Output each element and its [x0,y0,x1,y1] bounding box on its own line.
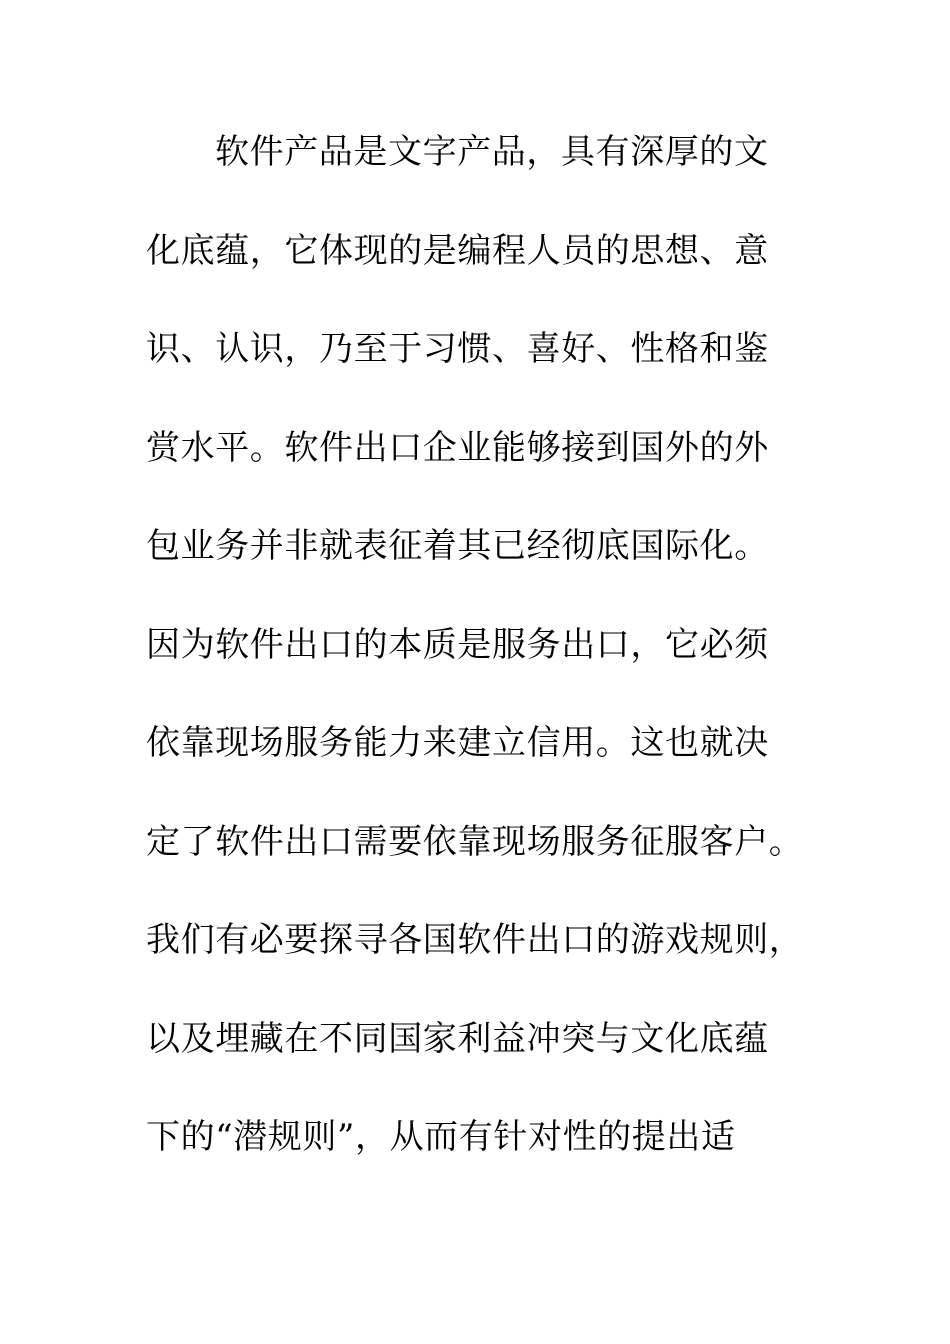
text-line: 包业务并非就表征着其已经彻底国际化。 [146,526,769,566]
text-line: 以及埋藏在不同国家利益冲突与文化底蕴 [146,1018,769,1059]
paragraph [146,124,806,1208]
text-line: 定了软件出口需要依靠现场服务征服客户。 [146,821,804,862]
text-line: 我们有必要探寻各国软件出口的游戏规则， [146,920,804,960]
text-line: 依靠现场服务能力来建立信用。这也就决 [146,723,769,763]
text-line: 软件产品是文字产品，具有深厚的文 [215,132,769,172]
text-line: 因为软件出口的本质是服务出口，它必须 [146,624,769,665]
text-line: 化底蕴，它体现的是编程人员的思想、意 [146,230,769,271]
text-line: 识、认识，乃至于习惯、喜好、性格和鉴 [146,329,769,369]
text-line: 下的“潜规则”，从而有针对性的提出适 [146,1117,736,1157]
text-line: 赏水平。软件出口企业能够接到国外的外 [146,427,769,468]
